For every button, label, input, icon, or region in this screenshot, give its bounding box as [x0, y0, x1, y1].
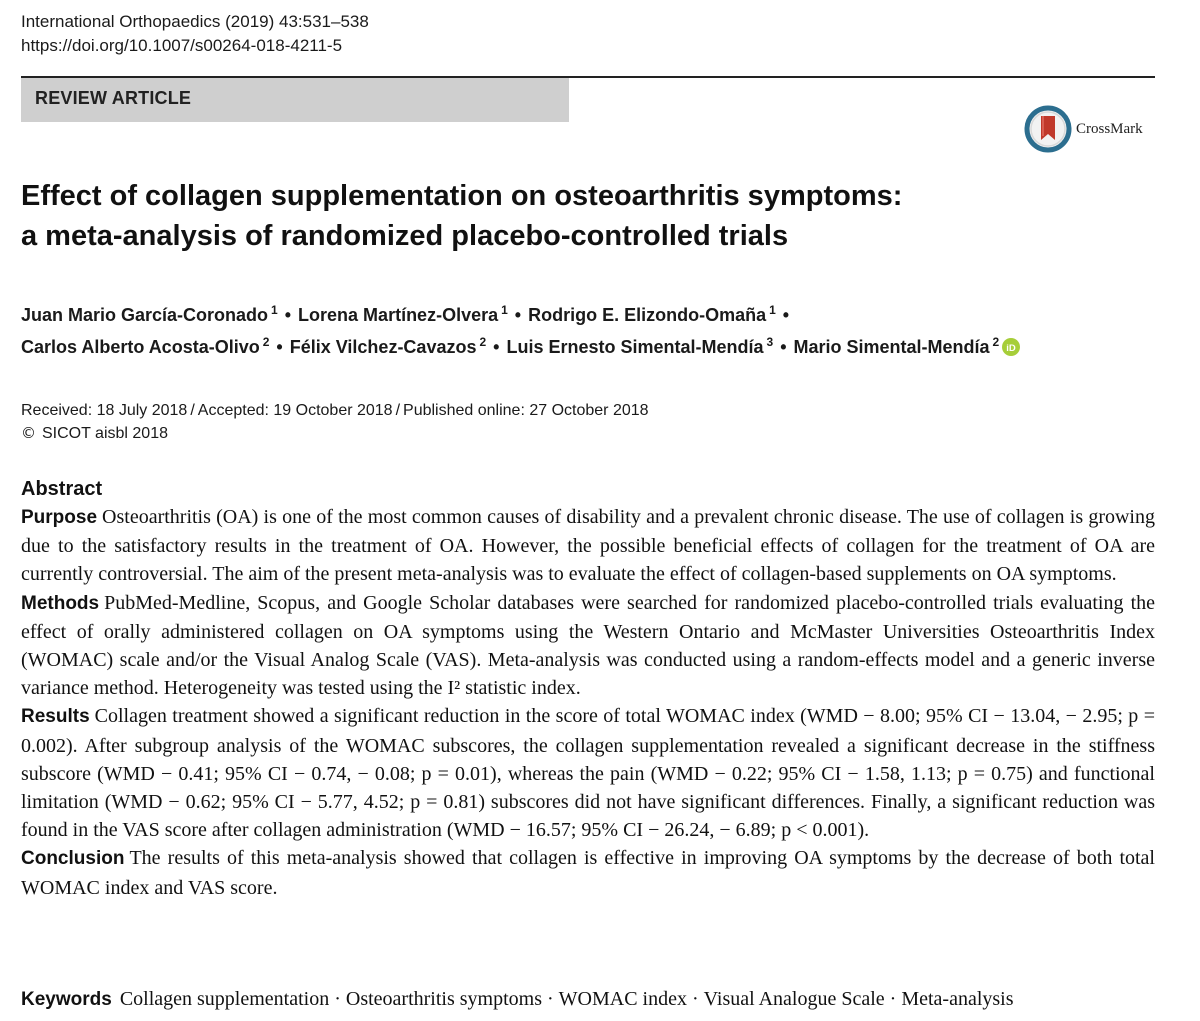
publication-history — [21, 399, 649, 445]
keyword: WOMAC index — [558, 988, 687, 1010]
author[interactable]: Luis Ernesto Simental-Mendía $^3$ — [506, 335, 774, 357]
author-separator: • — [276, 337, 283, 357]
keyword: Visual Analogue Scale — [703, 988, 885, 1010]
keyword-separator: · — [547, 988, 554, 1010]
author[interactable]: Mario Simental-Mendía $^2$ — [793, 335, 1000, 357]
abstract-methods — [21, 589, 1155, 703]
keyword: Osteoarthritis symptoms — [345, 988, 542, 1010]
keyword-separator: · — [889, 988, 897, 1010]
author-separator: • — [493, 337, 500, 357]
author-separator: • — [780, 337, 787, 357]
abstract-purpose — [21, 503, 1155, 589]
affiliation-marker: 3 — [766, 335, 774, 349]
crossmark-icon[interactable] — [1024, 105, 1072, 153]
section-label: Results — [21, 706, 90, 728]
keywords-label: Keywords — [21, 989, 112, 1010]
author-separator: • — [284, 305, 292, 325]
abstract-conclusion — [21, 844, 1155, 901]
author[interactable]: Juan Mario García-Coronado $^1$ — [21, 303, 278, 325]
copyright-line — [21, 422, 649, 445]
abstract — [21, 475, 1155, 902]
author-line-2 — [21, 331, 1161, 363]
author-line-1 — [21, 299, 1161, 331]
author-list — [21, 299, 1161, 363]
title-line-2: a meta-analysis of randomized placebo-controlled trials — [21, 220, 789, 252]
section-text: PubMed-Medline, Scopus, and Google Scholar databases were searched for randomized placebo-controlled trials evaluating the effect of orally administered collagen on OA symptoms using the Western Ontario and McMaster Universities Osteoarthritis Index (WOMAC) scale and/or the Visual Analog Scale (VAS). Meta-analysis was conducted using a random-effects model and a generic inverse variance method. Heterogeneity was tested using the I² statistic index. — [21, 591, 1155, 700]
author-separator: • — [514, 305, 522, 325]
section-text: Osteoarthritis (OA) is one of the most common causes of disability and a prevalent chronic disease. The use of collagen is growing due to the satisfactory results in the treatment of OA. However, the possible beneficial effects of collagen for the treatment of OA are currently controversial. The aim of the present meta-analysis was to evaluate the effect of collagen-based supplements on OA symptoms. — [21, 506, 1155, 586]
affiliation-marker: 2 — [262, 335, 270, 349]
affiliation-marker: 1 — [271, 303, 278, 317]
copyright-holder: SICOT aisbl 2018 — [42, 425, 168, 442]
affiliation-marker: 1 — [501, 303, 508, 317]
author[interactable]: Félix Vilchez-Cavazos $^2$ — [289, 335, 487, 357]
orcid-icon[interactable] — [1002, 338, 1020, 356]
affiliation-marker: 2 — [992, 335, 1000, 349]
keyword-separator: · — [692, 988, 699, 1010]
article-type-banner — [21, 78, 569, 122]
abstract-results — [21, 702, 1155, 844]
author[interactable]: Rodrigo E. Elizondo-Omaña $^1$ — [528, 303, 776, 325]
journal-header — [21, 10, 369, 58]
journal-citation: International Orthopaedics (2019) 43:531–538 — [21, 12, 369, 31]
keyword: Meta-analysis — [901, 988, 1014, 1010]
date-line — [21, 399, 649, 422]
author[interactable]: Lorena Martínez-Olvera $^1$ — [298, 303, 508, 325]
author-separator: • — [782, 305, 790, 325]
abstract-heading: Abstract — [21, 478, 103, 500]
keyword: Collagen supplementation — [119, 988, 330, 1010]
author[interactable]: Carlos Alberto Acosta-Olivo $^2$ — [21, 335, 270, 357]
title-line-1: Effect of collagen supplementation on osteoarthritis symptoms: — [21, 180, 903, 212]
doi-link[interactable]: https://doi.org/10.1007/s00264-018-4211-5 — [21, 36, 343, 55]
article-title — [21, 176, 1161, 256]
keywords — [21, 985, 1171, 1014]
article-type-label: REVIEW ARTICLE — [35, 88, 192, 108]
section-label: Purpose — [21, 507, 98, 528]
crossmark-label[interactable]: CrossMark — [1076, 120, 1143, 137]
svg-text:iD: iD — [1006, 342, 1016, 354]
date-separator: / — [395, 402, 401, 419]
affiliation-marker: 2 — [479, 335, 487, 349]
section-text: The results of this meta-analysis showed that collagen is effective in improving OA symptoms by the decrease of both total WOMAC index and VAS score. — [21, 847, 1155, 899]
received-date: Received: 18 July 2018 — [21, 402, 188, 419]
section-label: Methods — [21, 592, 100, 614]
keyword-separator: · — [334, 988, 341, 1010]
section-label: Conclusion — [21, 848, 125, 870]
date-separator: / — [190, 402, 195, 419]
affiliation-marker: 1 — [769, 303, 776, 317]
crossmark-badge[interactable] — [1024, 104, 1159, 154]
accepted-date: Accepted: 19 October 2018 — [197, 402, 393, 419]
copyright-symbol: © — [21, 424, 36, 442]
section-text: Collagen treatment showed a significant reduction in the score of total WOMAC index (WMD − 8.00; 95% CI − 13.04, − 2.95; p = 0.002). After subgroup analysis of the WOMAC subscores, the collagen supplementation revealed a significant decrease in the stiffness subscore (WMD − 0.41; 95% CI − 0.74, − 0.08; p = 0.01), whereas the pain (WMD − 0.22; 95% CI − 1.58, 1.13; p = 0.75) and functional limitation (WMD − 0.62; 95% CI − 5.77, 4.52; p = 0.81) subscores did not have significant differences. Finally, a significant reduction was found in the VAS score after collagen administration (WMD − 16.57; 95% CI − 26.24, − 6.89; p < 0.001). — [21, 705, 1155, 842]
published-date: Published online: 27 October 2018 — [403, 402, 649, 419]
